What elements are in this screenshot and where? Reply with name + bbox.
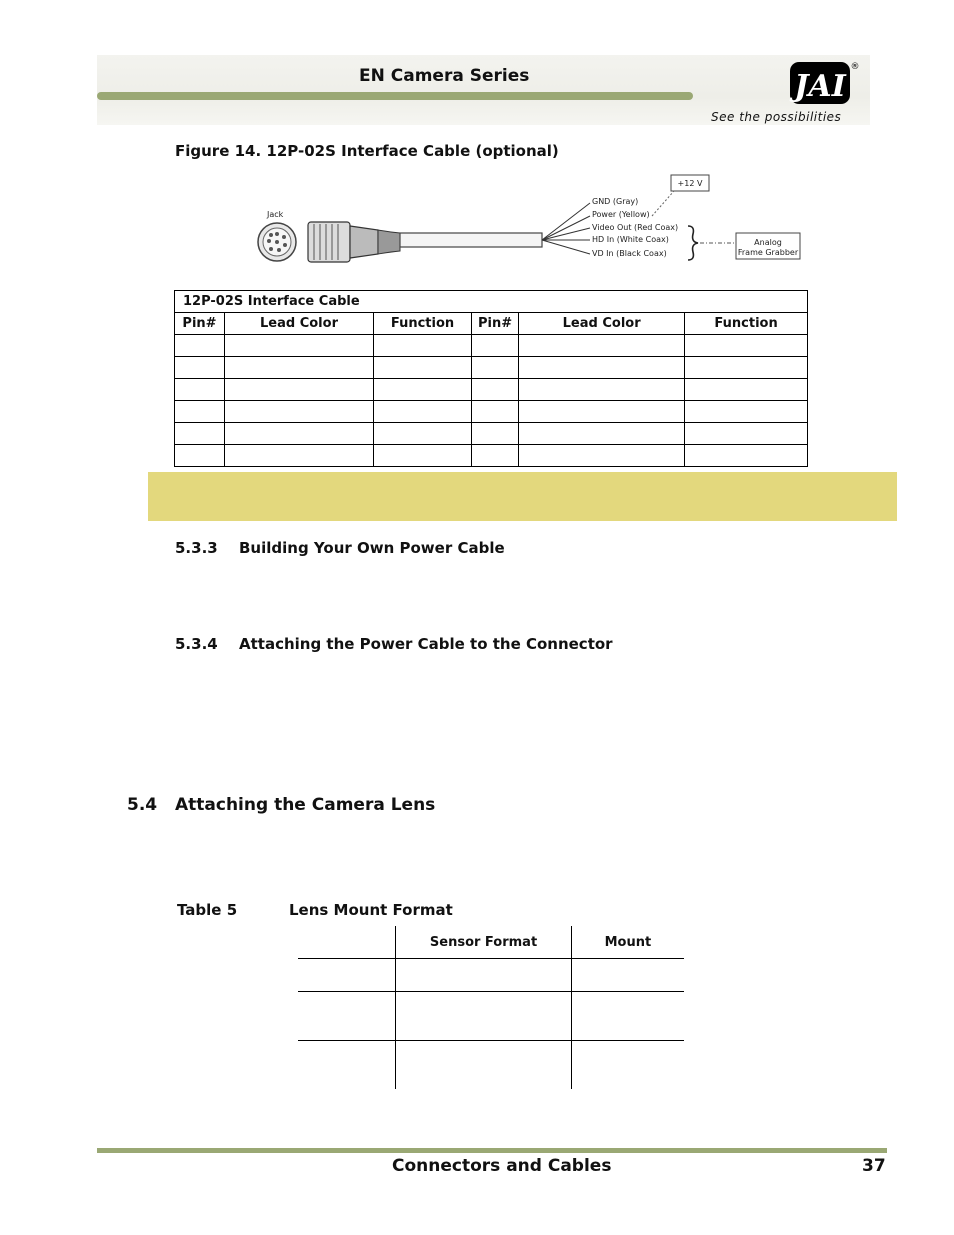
section-heading-5-4 xyxy=(127,795,435,815)
column-header: Pin# xyxy=(175,313,225,335)
column-header xyxy=(298,926,396,959)
wire-label: HD In (White Coax) xyxy=(592,235,669,244)
section-heading-5-3-4 xyxy=(175,635,613,653)
table-row xyxy=(298,1041,684,1090)
grabber-label: Analog xyxy=(754,238,782,247)
column-header: Pin# xyxy=(472,313,519,335)
section-heading-5-3-3 xyxy=(175,539,505,557)
table-row xyxy=(298,992,684,1041)
jack-label: Jack xyxy=(267,210,284,219)
wire-label: GND (Gray) xyxy=(592,197,639,206)
logo-tagline: See the possibilities xyxy=(711,110,842,124)
document-title: EN Camera Series xyxy=(359,66,530,86)
column-header: Function xyxy=(685,313,808,335)
section-title: Attaching the Camera Lens xyxy=(175,795,436,815)
interface-cable-table xyxy=(174,290,808,467)
figure-caption: Figure 14. 12P-02S Interface Cable (optional) xyxy=(175,142,559,160)
page-number: 37 xyxy=(862,1156,886,1176)
column-header: Mount xyxy=(571,926,684,959)
wire-label: VD In (Black Coax) xyxy=(592,249,667,258)
wire-label: Video Out (Red Coax) xyxy=(592,223,679,232)
section-number: 5.3.3 xyxy=(175,539,218,557)
lens-table-caption xyxy=(177,901,453,919)
cable-diagram xyxy=(250,170,810,270)
column-header: Lead Color xyxy=(225,313,374,335)
logo-text: JAI xyxy=(794,69,846,104)
jai-logo xyxy=(787,58,859,108)
wire-label: Power (Yellow) xyxy=(592,210,650,219)
table-number: Table 5 xyxy=(177,901,238,919)
section-title: Attaching the Power Cable to the Connector xyxy=(239,635,613,653)
table-row xyxy=(175,357,808,379)
table-row xyxy=(175,423,808,445)
footer-chapter-title: Connectors and Cables xyxy=(392,1156,612,1176)
column-header: Function xyxy=(374,313,472,335)
table-row xyxy=(175,445,808,467)
table-row xyxy=(298,959,684,992)
header-divider xyxy=(97,92,693,100)
jack-connector-icon xyxy=(258,223,296,261)
footer-divider xyxy=(97,1148,887,1153)
section-number: 5.4 xyxy=(127,795,158,815)
table-row xyxy=(175,335,808,357)
power-label: +12 V xyxy=(677,179,703,188)
grabber-label: Frame Grabber xyxy=(737,248,799,257)
table-title: Lens Mount Format xyxy=(289,901,453,919)
lens-mount-table xyxy=(298,926,684,1089)
column-header: Sensor Format xyxy=(396,926,572,959)
svg-text:®: ® xyxy=(850,62,859,72)
cable-body xyxy=(400,233,542,247)
brace-icon xyxy=(688,226,698,260)
plug-icon xyxy=(308,222,400,262)
note-highlight xyxy=(148,472,897,521)
table-caption: 12P-02S Interface Cable xyxy=(175,291,808,313)
table-row xyxy=(175,379,808,401)
column-header: Lead Color xyxy=(519,313,685,335)
table-row xyxy=(175,401,808,423)
wire-fan xyxy=(542,203,590,254)
section-number: 5.3.4 xyxy=(175,635,218,653)
section-title: Building Your Own Power Cable xyxy=(239,539,505,557)
